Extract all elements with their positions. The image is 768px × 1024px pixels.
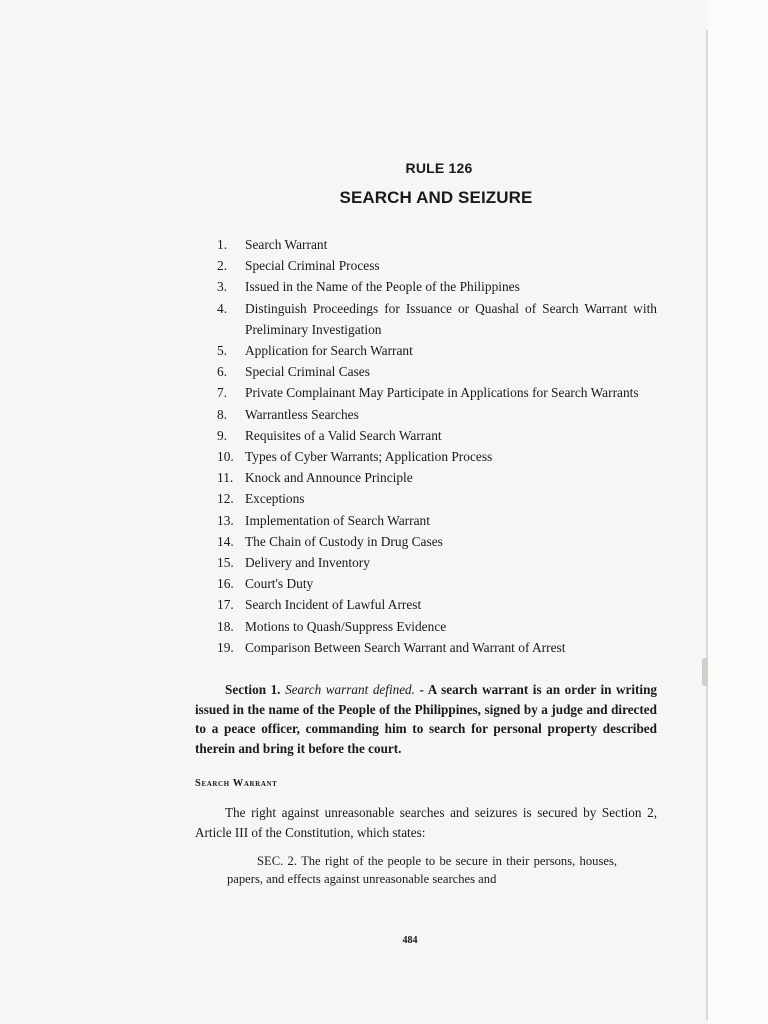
toc-item	[217, 616, 657, 637]
section-1-paragraph	[195, 680, 657, 758]
toc-item-text: Search Warrant	[245, 237, 328, 252]
toc-item	[217, 276, 657, 297]
page-edge-line	[706, 30, 708, 1020]
toc-item-text: Types of Cyber Warrants; Application Process	[245, 449, 493, 465]
toc-item	[217, 573, 657, 594]
toc-item	[217, 382, 657, 403]
toc-item-number: 15.	[217, 555, 234, 571]
toc-item	[217, 404, 657, 425]
toc-item-text: The Chain of Custody in Drug Cases	[245, 533, 443, 549]
toc-item	[217, 234, 657, 255]
rule-title: SEARCH AND SEIZURE	[339, 188, 533, 207]
toc-item-text: Delivery and Inventory	[245, 555, 370, 571]
toc-item-text: Application for Search Warrant	[245, 343, 413, 359]
table-of-contents	[195, 234, 657, 658]
toc-item-text: Knock and Announce Principle	[245, 470, 413, 486]
toc-item-number: 4.	[217, 300, 228, 316]
toc-item-text: Special Criminal Cases	[245, 364, 370, 380]
toc-item-number: 2.	[217, 258, 228, 274]
toc-item-text: Comparison Between Search Warrant and Warrant of Arrest	[245, 639, 566, 655]
toc-item-number: 17.	[217, 597, 234, 613]
toc-item	[217, 594, 657, 615]
toc-item-number: 14.	[217, 533, 234, 549]
toc-item-number: 11.	[217, 470, 234, 486]
page-number: 484	[402, 935, 418, 946]
toc-item-number: 6.	[217, 364, 228, 380]
toc-item-text: Distinguish Proceedings for Issuance or Quashal of Search Warrant with Preliminary Investigation	[245, 300, 657, 337]
toc-item	[217, 467, 657, 488]
toc-item-number: 1.	[217, 237, 228, 252]
toc-item-text: Issued in the Name of the People of the Philippines	[245, 279, 520, 295]
toc-item	[217, 531, 657, 552]
subheading-search-warrant: Search Warrant	[195, 778, 278, 790]
toc-item-text: Implementation of Search Warrant	[245, 512, 430, 528]
toc-item-number: 16.	[217, 576, 234, 592]
toc-item	[217, 446, 657, 467]
page-margin-shade	[708, 0, 768, 1024]
toc-item-number: 10.	[217, 449, 234, 465]
toc-item	[217, 425, 657, 446]
toc-item-number: 19.	[217, 639, 234, 655]
toc-item-text: Special Criminal Process	[245, 258, 380, 274]
toc-item-number: 13.	[217, 512, 234, 528]
toc-item-number: 5.	[217, 343, 228, 359]
toc-item	[217, 510, 657, 531]
toc-item-text: Private Complainant May Participate in Applications for Search Warrants	[245, 385, 639, 401]
toc-item-number: 9.	[217, 427, 228, 443]
toc-item-number: 3.	[217, 279, 228, 295]
toc-item-number: 7.	[217, 385, 228, 401]
toc-item-number: 8.	[217, 406, 228, 422]
toc-item	[217, 255, 657, 276]
toc-item	[217, 340, 657, 361]
section-label: Section 1.	[225, 682, 281, 698]
toc-item-text: Search Incident of Lawful Arrest	[245, 597, 422, 613]
toc-item	[217, 637, 657, 658]
toc-item-text: Exceptions	[245, 491, 305, 507]
toc-item-text: Motions to Quash/Suppress Evidence	[245, 618, 447, 634]
toc-item-number: 12.	[217, 491, 234, 507]
toc-item	[217, 488, 657, 509]
constitution-quote: SEC. 2. The right of the people to be secure in their persons, houses, papers, and effects against unreasonable searches and	[227, 853, 617, 887]
toc-item	[217, 552, 657, 573]
toc-item-text: Warrantless Searches	[245, 406, 359, 422]
body-paragraph: The right against unreasonable searches and seizures is secured by Section 2, Article III of the Constitution, which states:	[195, 805, 657, 840]
section-caption: Search warrant defined.	[285, 682, 415, 698]
toc-item	[217, 298, 657, 340]
toc-item-number: 18.	[217, 618, 234, 634]
toc-item-text: Court's Duty	[245, 576, 314, 592]
page-content	[195, 160, 657, 889]
section-text: - A search warrant is an order in writing issued in the name of the People of the Philippines, signed by a judge and directed to a peace officer, commanding him to search for personal property described therein and bring it before the court.	[195, 682, 658, 756]
toc-item	[217, 361, 657, 382]
rule-number: RULE 126	[405, 160, 473, 176]
toc-item-text: Requisites of a Valid Search Warrant	[245, 427, 442, 443]
page-edge-tab	[702, 658, 708, 686]
